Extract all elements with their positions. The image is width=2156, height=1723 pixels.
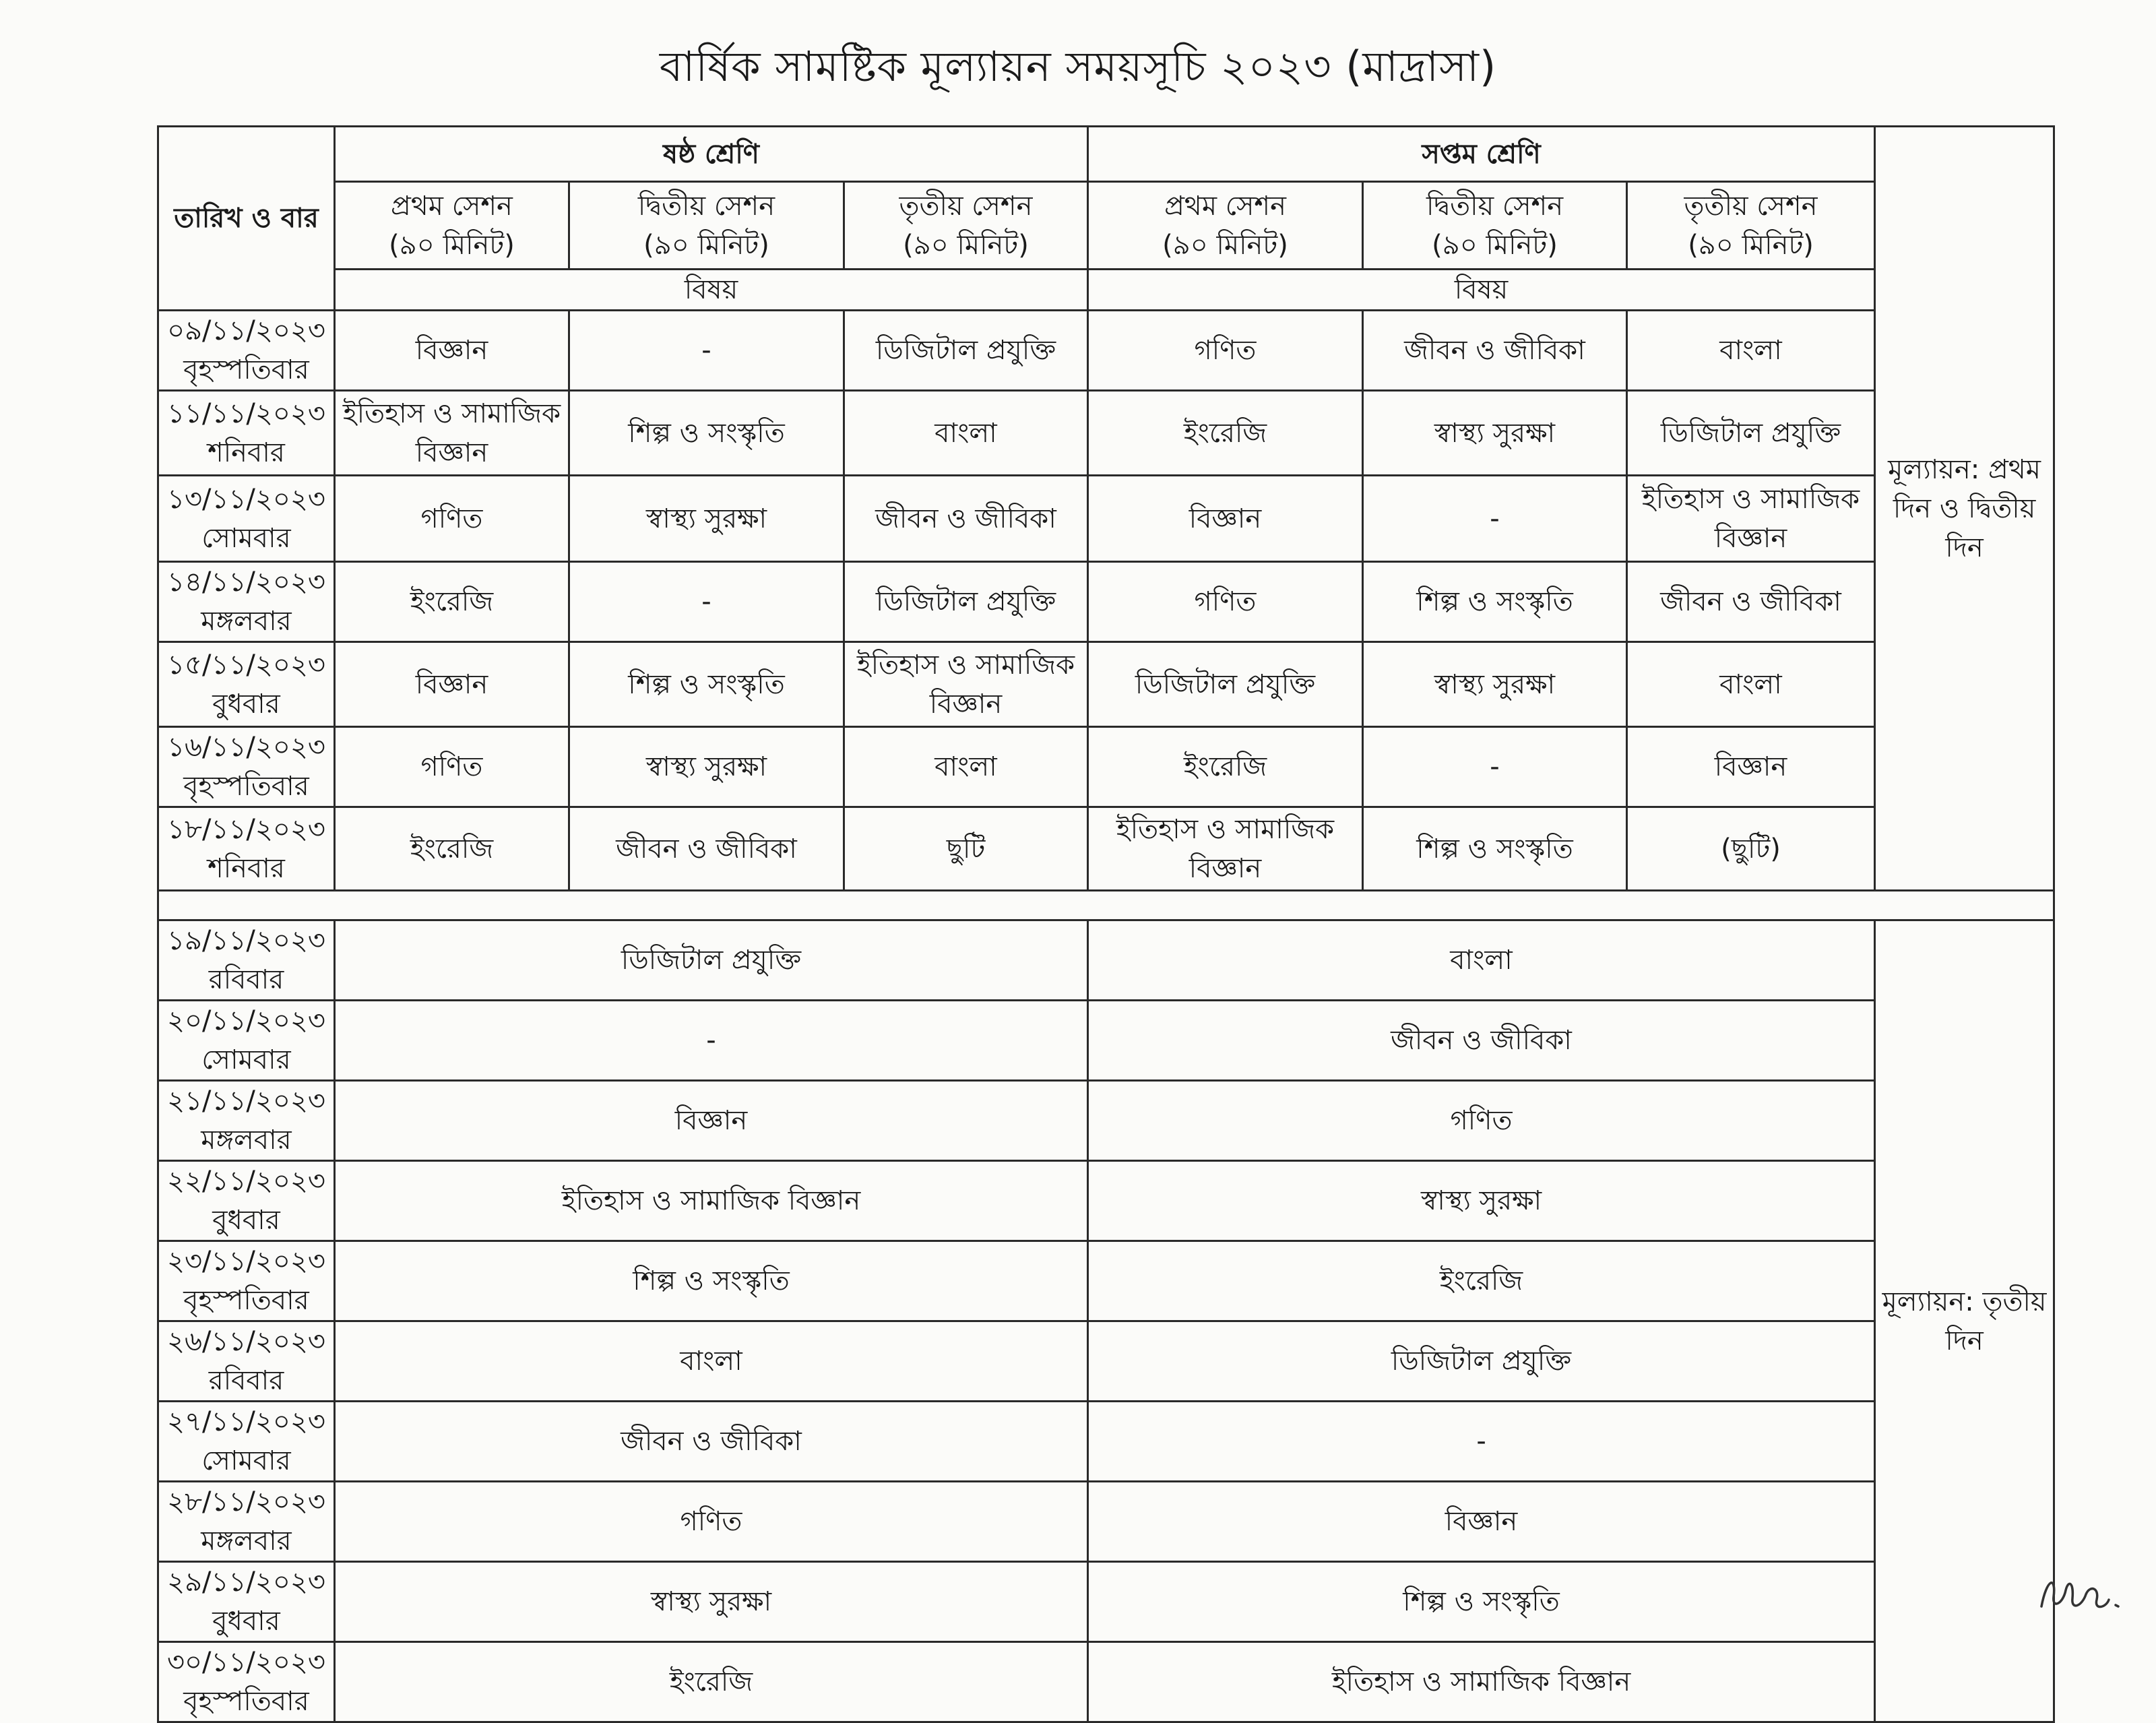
date-text: ১৫/১১/২০২৩ [167,649,325,681]
header-row-sessions [158,182,2054,270]
schedule-row [158,807,2054,891]
grade7-session-3-subject: বাংলা [1627,311,1875,391]
session-name: তৃতীয় সেশন [899,190,1033,222]
grade7-session-1-header [1088,182,1363,270]
date-cell [158,807,335,891]
date-text: ২৬/১১/২০২৩ [167,1326,325,1357]
session-name: দ্বিতীয় সেশন [1426,190,1564,222]
schedule-row [158,1081,2054,1161]
grade7-session-2-subject: স্বাস্থ্য সুরক্ষা [1363,642,1627,727]
grade6-session-1-subject: বিজ্ঞান [335,311,569,391]
grade7-session-2-subject: জীবন ও জীবিকা [1363,311,1627,391]
date-text: ১৩/১১/২০২৩ [167,483,325,515]
grade6-subject: গণিত [335,1482,1088,1562]
grade6-subject: শিল্প ও সংস্কৃতি [335,1241,1088,1321]
grade6-session-2-subject: শিল্প ও সংস্কৃতি [569,391,844,476]
schedule-row [158,1161,2054,1241]
schedule-row [158,1321,2054,1402]
grade6-session-2-subject: - [569,562,844,642]
date-cell [158,1321,335,1402]
grade6-session-2-subject: - [569,311,844,391]
date-text: ১৬/১১/২০২৩ [167,732,325,763]
date-cell [158,642,335,727]
date-cell [158,1001,335,1081]
date-cell [158,391,335,476]
schedule-row [158,476,2054,562]
weekday-text: সোমবার [201,1044,291,1075]
weekday-text: বুধবার [212,688,280,720]
grade6-session-2-subject: জীবন ও জীবিকা [569,807,844,891]
separator-cell [158,891,2054,920]
date-cell [158,920,335,1001]
weekday-text: শনিবার [208,437,285,468]
grade7-subject: গণিত [1088,1081,1875,1161]
grade6-session-3-subject: ডিজিটাল প্রযুক্তি [844,311,1088,391]
schedule-row [158,920,2054,1001]
session-duration: (৯০ মিনিট) [643,229,769,261]
grade6-session-1-subject: ইংরেজি [335,562,569,642]
grade6-session-3-subject: জীবন ও জীবিকা [844,476,1088,562]
grade6-subject: বাংলা [335,1321,1088,1402]
date-cell [158,1161,335,1241]
date-text: ১১/১১/২০২৩ [167,398,325,429]
grade6-session-3-subject: ডিজিটাল প্রযুক্তি [844,562,1088,642]
grade7-session-1-subject: ইতিহাস ও সামাজিক বিজ্ঞান [1088,807,1363,891]
schedule-table [157,125,2055,1723]
weekday-text: সোমবার [201,522,291,554]
separator-row [158,891,2054,920]
grade7-session-1-subject: ইংরেজি [1088,727,1363,807]
weekday-text: বৃহস্পতিবার [183,1285,309,1316]
weekday-text: বৃহস্পতিবার [183,771,309,802]
session-duration: (৯০ মিনিট) [1688,229,1814,261]
grade7-session-3-subject: ইতিহাস ও সামাজিক বিজ্ঞান [1627,476,1875,562]
date-cell [158,1562,335,1642]
grade6-session-1-subject: ইংরেজি [335,807,569,891]
grade6-session-3-subject: ছুটি [844,807,1088,891]
weekday-text: রবিবার [208,964,284,995]
session-name: প্রথম সেশন [391,190,513,222]
date-cell [158,1642,335,1722]
date-text: ০৯/১১/২০২৩ [167,315,325,346]
grade6-session-1-subject: বিজ্ঞান [335,642,569,727]
signature-mark [2033,1565,2134,1619]
grade6-subject: ডিজিটাল প্রযুক্তি [335,920,1088,1001]
grade7-session-1-subject: গণিত [1088,562,1363,642]
schedule-row [158,642,2054,727]
weekday-text: বৃহস্পতিবার [183,1686,309,1717]
grade6-subject: ইংরেজি [335,1642,1088,1722]
grade7-subject-header: বিষয় [1088,270,1875,311]
session-name: তৃতীয় সেশন [1684,190,1818,222]
grade7-session-3-subject: বাংলা [1627,642,1875,727]
schedule-row [158,562,2054,642]
weekday-text: বৃহস্পতিবার [183,354,309,385]
session-name: প্রথম সেশন [1164,190,1286,222]
grade7-subject: স্বাস্থ্য সুরক্ষা [1088,1161,1875,1241]
date-text: ২৭/১১/২০২৩ [167,1406,325,1437]
session-duration: (৯০ মিনিট) [1432,229,1558,261]
grade7-subject: ডিজিটাল প্রযুক্তি [1088,1321,1875,1402]
weekday-text: রবিবার [208,1365,284,1396]
grade7-subject: বিজ্ঞান [1088,1482,1875,1562]
grade6-session-2-header [569,182,844,270]
date-cell [158,1081,335,1161]
grade7-session-3-subject: (ছুটি) [1627,807,1875,891]
grade7-session-2-subject: শিল্প ও সংস্কৃতি [1363,807,1627,891]
date-cell [158,1482,335,1562]
weekday-text: মঙ্গলবার [201,1125,292,1156]
session-duration: (৯০ মিনিট) [1162,229,1288,261]
weekday-text: বুধবার [212,1606,280,1637]
grade6-subject-header: বিষয় [335,270,1088,311]
grade7-subject: ইংরেজি [1088,1241,1875,1321]
session-duration: (৯০ মিনিট) [389,229,515,261]
date-cell [158,1402,335,1482]
grade7-session-3-subject: ডিজিটাল প্রযুক্তি [1627,391,1875,476]
date-cell [158,311,335,391]
grade7-subject: শিল্প ও সংস্কৃতি [1088,1562,1875,1642]
grade7-session-1-subject: গণিত [1088,311,1363,391]
date-text: ১৯/১১/২০২৩ [167,925,325,956]
grade7-header: সপ্তম শ্রেণি [1088,127,1875,182]
date-cell [158,562,335,642]
grade7-session-3-subject: বিজ্ঞান [1627,727,1875,807]
schedule-row [158,1402,2054,1482]
schedule-row [158,1241,2054,1321]
grade6-session-1-header [335,182,569,270]
grade7-session-2-subject: শিল্প ও সংস্কৃতি [1363,562,1627,642]
schedule-row [158,1642,2054,1722]
schedule-row [158,727,2054,807]
date-text: ২৮/১১/২০২৩ [167,1486,325,1517]
grade6-subject: জীবন ও জীবিকা [335,1402,1088,1482]
grade6-subject: - [335,1001,1088,1081]
weekday-text: মঙ্গলবার [201,1526,292,1557]
grade6-header: ষষ্ঠ শ্রেণি [335,127,1088,182]
grade7-session-2-subject: - [1363,727,1627,807]
date-text: ২৩/১১/২০২৩ [167,1246,325,1277]
grade7-subject: বাংলা [1088,920,1875,1001]
date-text: ১৪/১১/২০২৩ [167,567,325,598]
header-row-grades [158,127,2054,182]
date-cell [158,727,335,807]
date-text: ২১/১১/২০২৩ [167,1086,325,1117]
weekday-text: শনিবার [208,852,285,884]
page-title: বার্ষিক সামষ্টিক মূল্যায়ন সময়সূচি ২০২৩ (মাদ্রাসা) [659,42,1497,91]
grade6-subject: স্বাস্থ্য সুরক্ষা [335,1562,1088,1642]
grade7-session-1-subject: ইংরেজি [1088,391,1363,476]
grade7-session-1-subject: ডিজিটাল প্রযুক্তি [1088,642,1363,727]
grade6-subject: ইতিহাস ও সামাজিক বিজ্ঞান [335,1161,1088,1241]
grade6-session-1-subject: গণিত [335,727,569,807]
grade6-session-2-subject: স্বাস্থ্য সুরক্ষা [569,476,844,562]
grade6-session-2-subject: শিল্প ও সংস্কৃতি [569,642,844,727]
schedule-row [158,311,2054,391]
date-text: ২২/১১/২০২৩ [167,1166,325,1197]
grade7-subject: - [1088,1402,1875,1482]
schedule-row [158,1562,2054,1642]
weekday-text: বুধবার [212,1205,280,1236]
assessment-note-first: মূল্যায়ন: প্রথম দিন ও দ্বিতীয় দিন [1875,127,2054,891]
session-name: দ্বিতীয় সেশন [637,190,775,222]
grade7-subject: জীবন ও জীবিকা [1088,1001,1875,1081]
grade6-session-3-subject: ইতিহাস ও সামাজিক বিজ্ঞান [844,642,1088,727]
grade6-session-1-subject: গণিত [335,476,569,562]
date-column-header: তারিখ ও বার [158,127,335,311]
weekday-text: মঙ্গলবার [201,606,292,637]
header-row-subject [158,270,2054,311]
grade6-subject: বিজ্ঞান [335,1081,1088,1161]
date-text: ১৮/১১/২০২৩ [167,813,325,845]
grade6-session-3-header [844,182,1088,270]
grade7-subject: ইতিহাস ও সামাজিক বিজ্ঞান [1088,1642,1875,1722]
date-cell [158,476,335,562]
date-text: ৩০/১১/২০২৩ [167,1647,325,1678]
assessment-note-second: মূল্যায়ন: তৃতীয় দিন [1875,920,2054,1722]
grade7-session-2-subject: স্বাস্থ্য সুরক্ষা [1363,391,1627,476]
schedule-row [158,1482,2054,1562]
session-duration: (৯০ মিনিট) [903,229,1029,261]
grade7-session-2-subject: - [1363,476,1627,562]
weekday-text: সোমবার [201,1445,291,1476]
grade6-session-1-subject: ইতিহাস ও সামাজিক বিজ্ঞান [335,391,569,476]
grade6-session-3-subject: বাংলা [844,727,1088,807]
grade7-session-1-subject: বিজ্ঞান [1088,476,1363,562]
date-text: ২৯/১১/২০২৩ [167,1567,325,1598]
schedule-row [158,1001,2054,1081]
date-text: ২০/১১/২০২৩ [167,1005,325,1036]
date-cell [158,1241,335,1321]
grade7-session-2-header [1363,182,1627,270]
grade7-session-3-header [1627,182,1875,270]
grade7-session-3-subject: জীবন ও জীবিকা [1627,562,1875,642]
grade6-session-3-subject: বাংলা [844,391,1088,476]
grade6-session-2-subject: স্বাস্থ্য সুরক্ষা [569,727,844,807]
schedule-row [158,391,2054,476]
